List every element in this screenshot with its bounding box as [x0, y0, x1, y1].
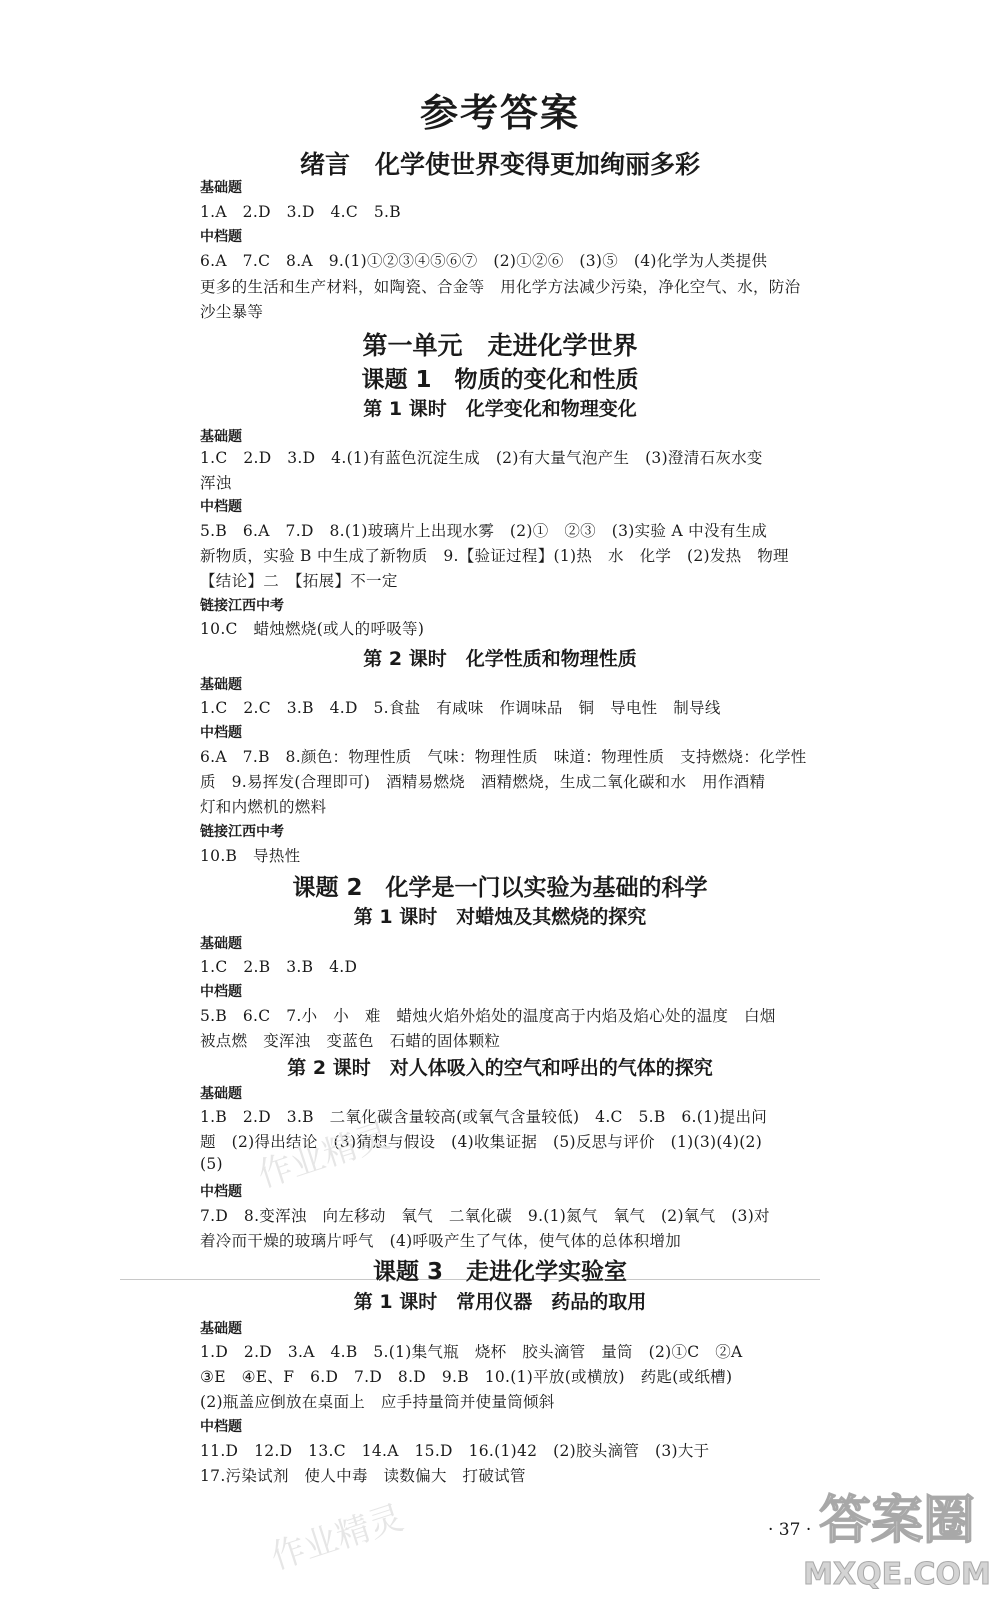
section-label: 中档题	[200, 725, 242, 741]
lesson-heading: 第 2 课时 对人体吸入的空气和呼出的气体的探究	[287, 1057, 713, 1079]
answer-line: 题 (2)得出结论 (3)猜想与假设 (4)收集证据 (5)反思与评价 (1)(3)(4)(2)	[200, 1133, 763, 1151]
answer-line: 1.C 2.D 3.D 4.(1)有蓝色沉淀生成 (2)有大量气泡产生 (3)澄清石灰水变	[200, 449, 763, 467]
page-title: 参考答案	[419, 91, 580, 135]
answer-line: 1.A 2.D 3.D 4.C 5.B	[200, 203, 401, 221]
answer-line: 灯和内燃机的燃料	[200, 798, 327, 816]
lesson-heading: 第 2 课时 化学性质和物理性质	[363, 648, 637, 670]
answer-line: 新物质，实验 B 中生成了新物质 9.【验证过程】(1)热 水 化学 (2)发热 物理	[200, 547, 789, 565]
section-label: 基础题	[200, 936, 242, 952]
answer-line: ③E ④E、F 6.D 7.D 8.D 9.B 10.(1)平放(或横放) 药匙(或纸槽)	[200, 1368, 733, 1386]
answer-line: 17.污染试剂 使人中毒 读数偏大 打破试管	[200, 1467, 526, 1485]
answer-line: (2)瓶盖应倒放在桌面上 应手持量筒并使量筒倾斜	[200, 1393, 555, 1411]
answer-line: (5)	[200, 1155, 223, 1173]
section-label: 中档题	[200, 984, 242, 1000]
answer-line: 着冷而干燥的玻璃片呼气 (4)呼吸产生了气体，使气体的总体积增加	[200, 1232, 682, 1250]
answer-line: 沙尘暴等	[200, 303, 264, 321]
answer-line: 被点燃 变浑浊 变蓝色 石蜡的固体颗粒	[200, 1032, 501, 1050]
watermark: 作业精灵	[253, 1115, 395, 1196]
answer-line: 5.B 6.A 7.D 8.(1)玻璃片上出现水雾 (2)① ②③ (3)实验 A 中没有生成	[200, 522, 768, 540]
answer-line: 【结论】二 【拓展】不一定	[200, 572, 398, 590]
answer-line: 1.C 2.C 3.B 4.D 5.食盐 有咸味 作调味品 铜 导电性 制导线	[200, 699, 721, 717]
answer-line: 10.B 导热性	[200, 847, 301, 865]
section-label: 链接江西中考	[200, 824, 284, 840]
section-label: 中档题	[200, 1184, 242, 1200]
lesson-heading: 第 1 课时 化学变化和物理变化	[363, 398, 637, 420]
section-label: 基础题	[200, 429, 242, 445]
answer-line: 10.C 蜡烛燃烧(或人的呼吸等)	[200, 620, 425, 638]
answer-line: 6.A 7.B 8.颜色：物理性质 气味：物理性质 味道：物理性质 支持燃烧：化学性	[200, 748, 807, 766]
section-label: 基础题	[200, 1086, 242, 1102]
lesson-heading: 第 1 课时 常用仪器 药品的取用	[353, 1291, 647, 1313]
site-logo-icon	[802, 1476, 992, 1594]
answer-line: 1.B 2.D 3.B 二氧化碳含量较高(或氧气含量较低) 4.C 5.B 6.(1)提出问	[200, 1108, 768, 1126]
answer-line: 11.D 12.D 13.C 14.A 15.D 16.(1)42 (2)胶头滴管 (3)大于	[200, 1442, 710, 1460]
page-number: · 37 ·	[768, 1520, 812, 1540]
unit-heading: 第一单元 走进化学世界	[362, 331, 638, 360]
lesson-heading: 第 1 课时 对蜡烛及其燃烧的探究	[353, 906, 647, 928]
topic-heading: 课题 3 走进化学实验室	[372, 1259, 627, 1285]
section-label: 基础题	[200, 677, 242, 693]
answer-line: 浑浊	[200, 474, 232, 492]
answer-line: 更多的生活和生产材料，如陶瓷、合金等 用化学方法减少污染，净化空气、水，防治	[200, 278, 801, 296]
section-label: 中档题	[200, 1419, 242, 1435]
section-label: 基础题	[200, 180, 242, 196]
intro-heading: 绪言 化学使世界变得更加绚丽多彩	[299, 150, 700, 179]
answer-line: 7.D 8.变浑浊 向左移动 氧气 二氧化碳 9.(1)氮气 氧气 (2)氧气 (3)对	[200, 1207, 770, 1225]
answer-line: 1.C 2.B 3.B 4.D	[200, 958, 358, 976]
section-label: 中档题	[200, 499, 242, 515]
logo-text: 答案圈	[818, 1491, 976, 1551]
answer-line: 6.A 7.C 8.A 9.(1)①②③④⑤⑥⑦ (2)①②⑥ (3)⑤ (4)化学为人类提供	[200, 252, 768, 270]
answer-line: 质 9.易挥发(合理即可) 酒精易燃烧 酒精燃烧，生成二氧化碳和水 用作酒精	[200, 773, 766, 791]
topic-heading: 课题 1 物质的变化和性质	[361, 367, 639, 393]
section-label: 基础题	[200, 1321, 242, 1337]
watermark: 作业精灵	[266, 1497, 408, 1578]
topic-heading: 课题 2 化学是一门以实验为基础的科学	[292, 875, 708, 901]
section-label: 中档题	[200, 229, 242, 245]
answer-line: 5.B 6.C 7.小 小 难 蜡烛火焰外焰处的温度高于内焰及焰心处的温度 白烟	[200, 1007, 776, 1025]
logo-url: MXQE.COM	[803, 1557, 991, 1592]
section-label: 链接江西中考	[200, 598, 284, 614]
answer-line: 1.D 2.D 3.A 4.B 5.(1)集气瓶 烧杯 胶头滴管 量筒 (2)①C ②A	[200, 1343, 743, 1361]
